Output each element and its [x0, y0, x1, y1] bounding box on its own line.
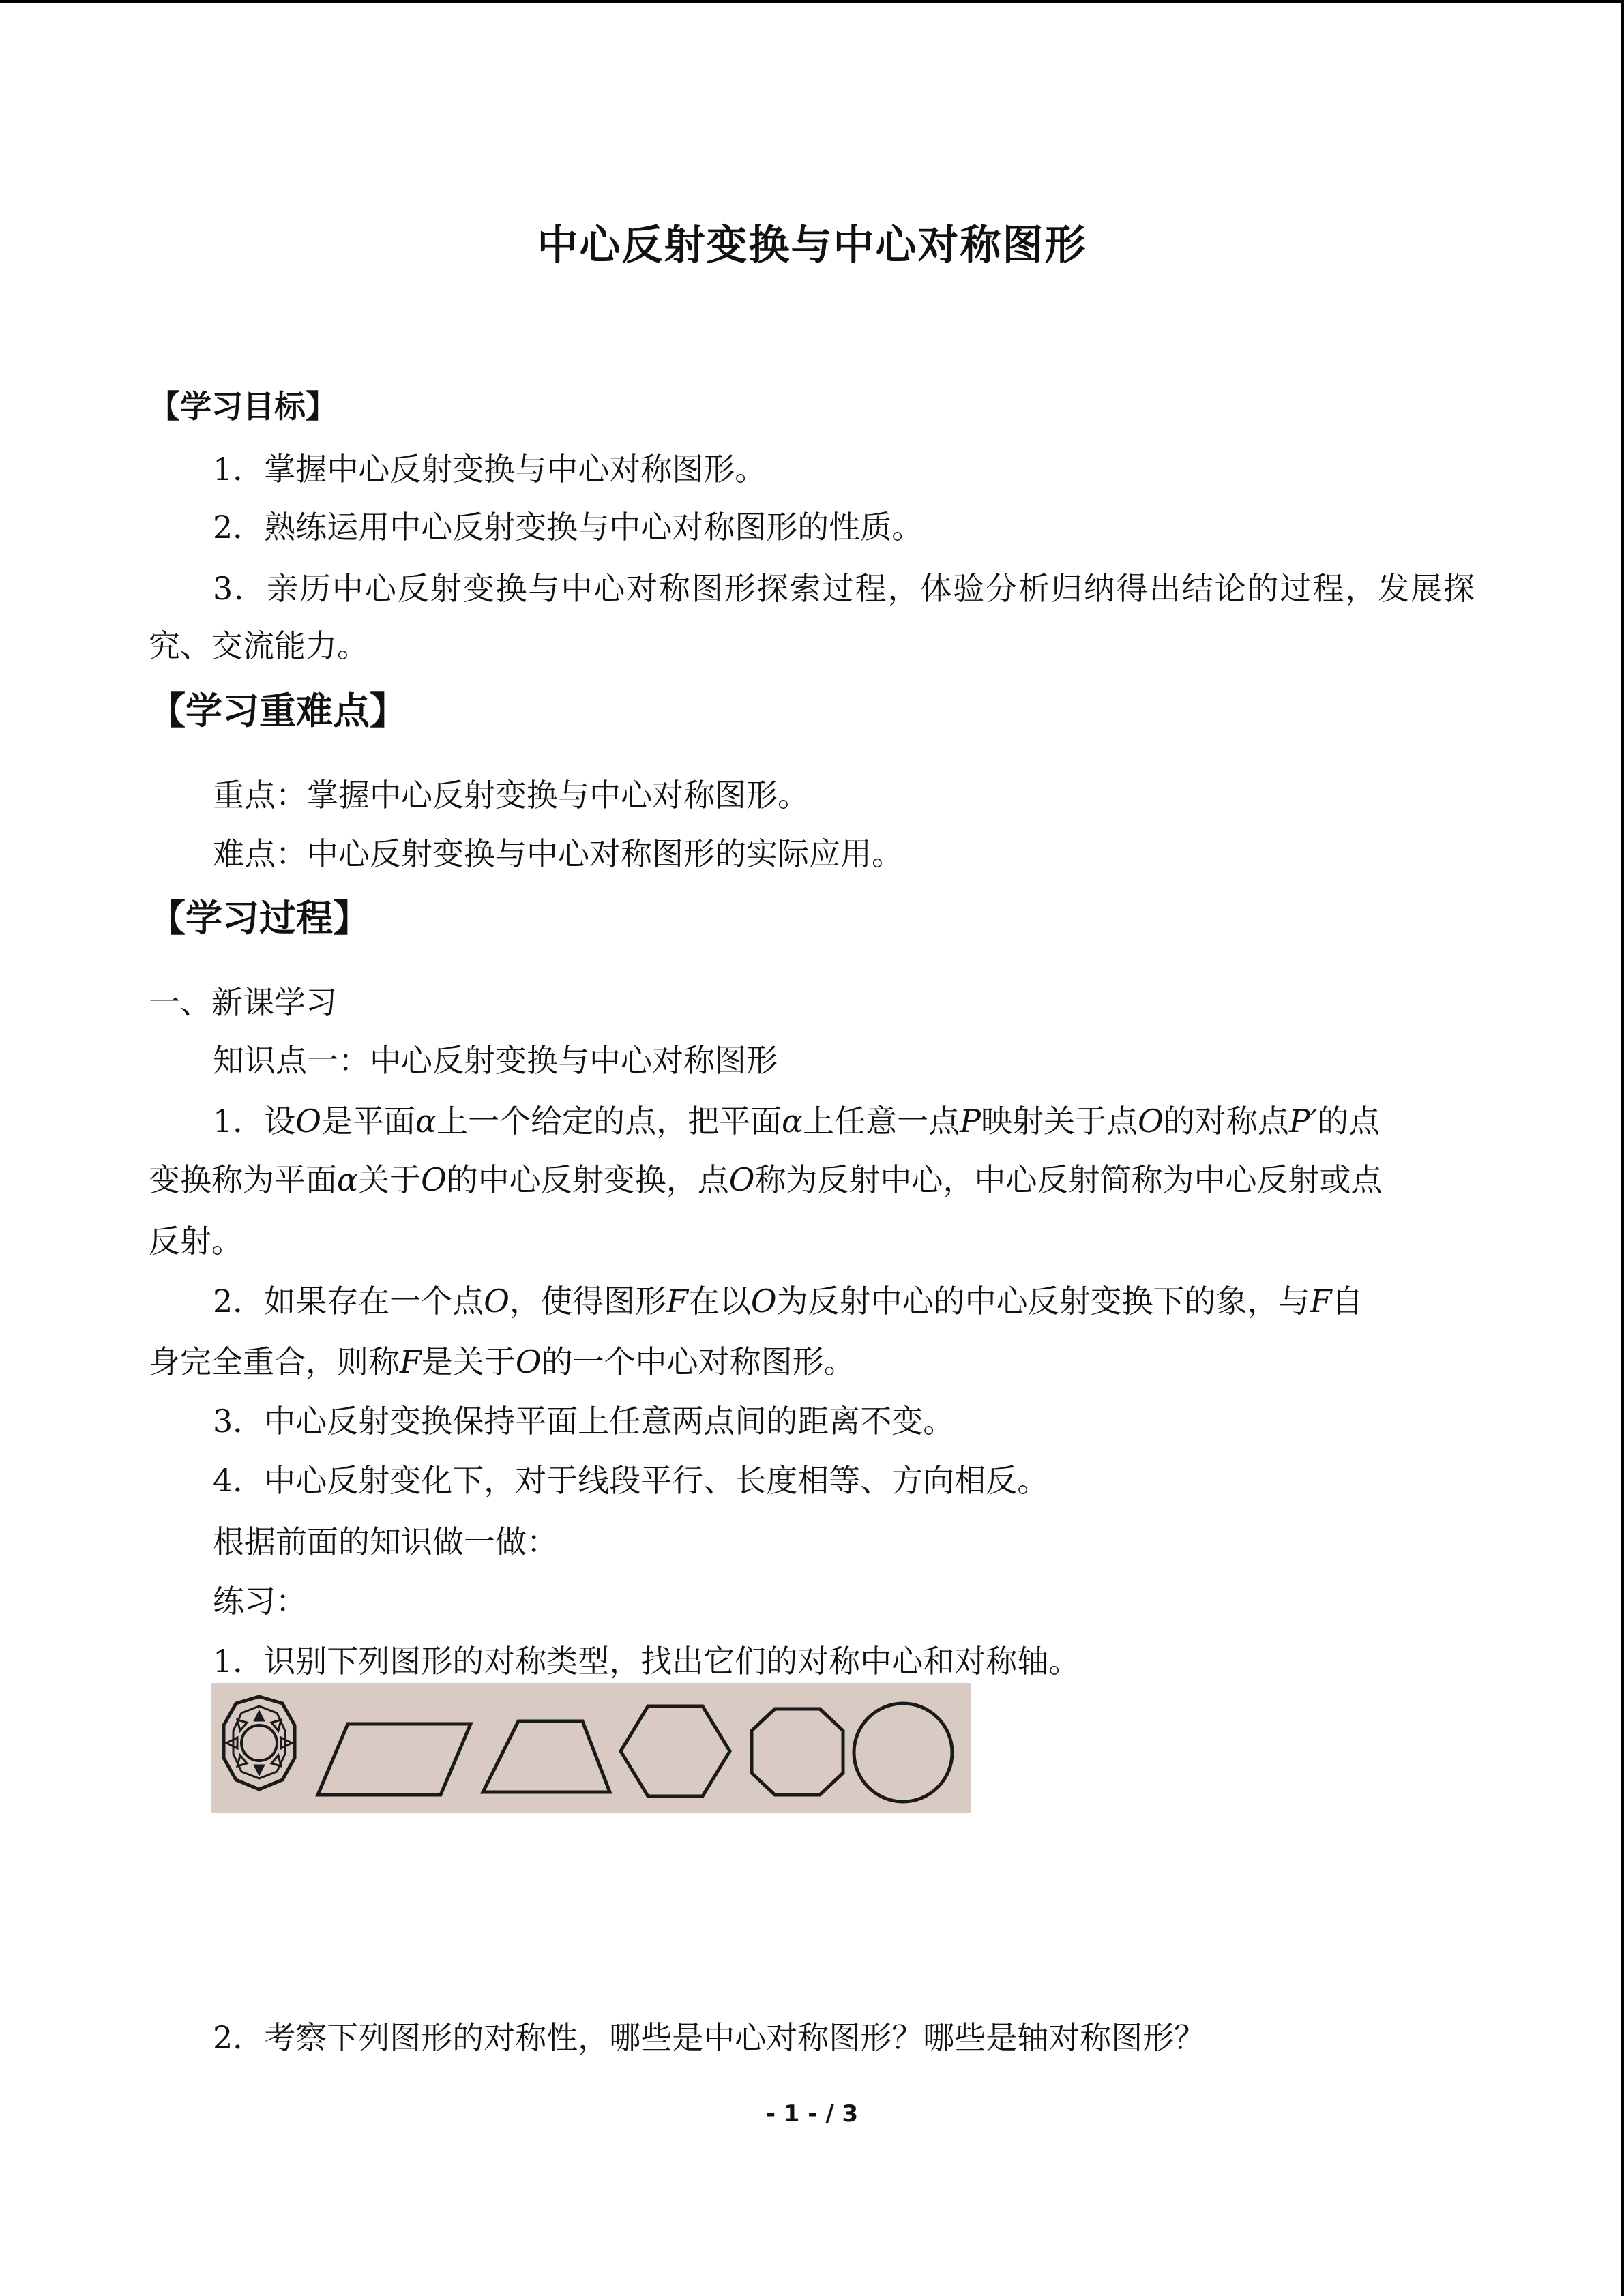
math-symbol: O — [750, 1283, 777, 1320]
section-header-key: 【学习重难点】 — [149, 689, 407, 732]
page-title: 中心反射变换与中心对称图形 — [537, 222, 1087, 269]
math-symbol: α — [782, 1103, 803, 1139]
math-symbol: P′ — [1288, 1103, 1318, 1139]
exercise-1: 1．识别下列图形的对称类型，找出它们的对称中心和对称轴。 — [213, 1643, 1080, 1680]
section-header-goals: 【学习目标】 — [149, 388, 337, 425]
knowledge-heading: 知识点一：中心反射变换与中心对称图形 — [213, 1042, 778, 1079]
text-span: 称为反射中心，中心反射简称为中心反射或点 — [754, 1161, 1383, 1198]
page-right-border — [1621, 0, 1624, 2296]
goal-item-3: 3．亲历中心反射变换与中心对称图形探索过程，体验分析归纳得出结论的过程，发展探 — [213, 570, 1475, 607]
text-span: 是平面 — [321, 1103, 415, 1139]
property-4: 4．中心反射变化下，对于线段平行、长度相等、方向相反。 — [213, 1462, 1049, 1499]
definition-2-line-1 — [213, 1281, 1363, 1322]
page-top-border — [0, 0, 1624, 3]
text-span: 为反射中心的中心反射变换下的象，与 — [776, 1283, 1310, 1320]
text-span: 变换称为平面 — [149, 1161, 337, 1198]
definition-1-line-2 — [149, 1159, 1383, 1200]
math-symbol: O — [728, 1161, 755, 1198]
math-symbol: F — [1310, 1283, 1332, 1320]
goal-item-3-cont: 究、交流能力。 — [149, 627, 368, 664]
text-span: 2．如果存在一个点 — [213, 1283, 484, 1320]
text-span: 1．设 — [213, 1103, 296, 1139]
goal-item-1: 1．掌握中心反射变换与中心对称图形。 — [213, 451, 767, 488]
text-span: 在以 — [688, 1283, 751, 1320]
goal-item-2: 2．熟练运用中心反射变换与中心对称图形的性质。 — [213, 509, 924, 546]
math-symbol: F — [400, 1343, 422, 1380]
text-span: 是关于 — [421, 1343, 516, 1380]
parallelogram — [318, 1724, 471, 1795]
try-it-prompt: 根据前面的知识做一做： — [213, 1523, 558, 1560]
exercise-1-figure — [211, 1683, 971, 1813]
text-span: 自 — [1331, 1283, 1363, 1320]
math-symbol: O — [295, 1103, 321, 1139]
definition-2-line-2 — [149, 1341, 855, 1382]
practice-label: 练习： — [213, 1583, 307, 1620]
hexagon — [621, 1706, 730, 1796]
property-3: 3．中心反射变换保持平面上任意两点间的距离不变。 — [213, 1403, 955, 1440]
text-span: 映射关于点 — [981, 1103, 1138, 1139]
page-number: - 1 - / 3 — [765, 2100, 859, 2128]
octagon — [752, 1709, 843, 1795]
key-point: 重点：掌握中心反射变换与中心对称图形。 — [213, 777, 809, 814]
circle — [854, 1703, 952, 1802]
text-span: 的中心反射变换，点 — [446, 1161, 729, 1198]
trapezoid — [483, 1721, 610, 1792]
text-span: 的一个中心对称图形。 — [541, 1343, 855, 1380]
text-span: 上任意一点 — [803, 1103, 960, 1139]
definition-1-line-1 — [213, 1101, 1380, 1142]
math-symbol: α — [337, 1161, 359, 1198]
math-symbol: O — [515, 1343, 542, 1380]
text-span: 身完全重合，则称 — [149, 1343, 400, 1380]
shapes-figure — [211, 1683, 971, 1813]
difficult-point: 难点：中心反射变换与中心对称图形的实际应用。 — [213, 835, 903, 872]
math-symbol: O — [1138, 1103, 1164, 1139]
text-span: ，使得图形 — [510, 1283, 666, 1320]
text-span: 关于 — [358, 1161, 422, 1198]
math-symbol: O — [421, 1161, 447, 1198]
math-symbol: α — [415, 1103, 437, 1139]
part-heading: 一、新课学习 — [149, 984, 337, 1021]
math-symbol: O — [484, 1283, 510, 1320]
text-span: 上一个给定的点，把平面 — [437, 1103, 782, 1139]
definition-1-line-3: 反射。 — [149, 1223, 243, 1259]
text-span: 的对称点 — [1163, 1103, 1289, 1139]
text-span: 的点 — [1317, 1103, 1381, 1139]
section-header-process: 【学习过程】 — [149, 897, 370, 940]
exercise-2: 2．考察下列图形的对称性，哪些是中心对称图形？哪些是轴对称图形？ — [213, 2019, 1206, 2056]
math-symbol: P — [960, 1103, 981, 1139]
math-symbol: F — [666, 1283, 688, 1320]
